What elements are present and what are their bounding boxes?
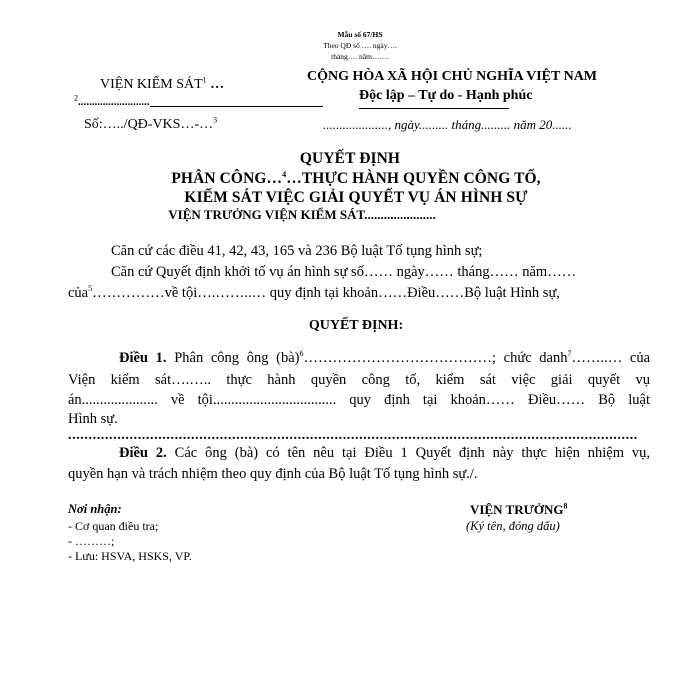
basis-issuer-crime: của$^5$……………về tội….……..… quy định tại khoản……Điều……Bộ luật Hình sự, xyxy=(68,284,560,301)
signer-title: VIỆN TRƯỞNG$^8$ xyxy=(470,501,568,517)
document-title: QUYẾT ĐỊNH xyxy=(299,150,401,167)
form-decision-date: tháng…. năm……. xyxy=(331,52,389,61)
decides-heading: QUYẾT ĐỊNH: xyxy=(308,318,404,333)
issue-date-line: ...................., ngày......... tháng......... năm 20...... xyxy=(323,117,572,132)
article-1-line-4: Hình sự. xyxy=(68,411,118,427)
form-number: Mẫu số 67/HS xyxy=(337,30,383,39)
article-2-line-2: quyền hạn và trách nhiệm theo quy định của Bộ luật Tố tụng hình sự./. xyxy=(68,466,478,482)
article-1-dotted-line: ........................................................................................................................................... xyxy=(68,428,638,443)
agency-subline: $^2$.......................... xyxy=(74,93,150,108)
signature-note: (Ký tên, đóng dấu) xyxy=(466,519,560,533)
article-1-line-1: Điều 1. Phân công ông (bà)$^6$…………………………………; chức danh$^7$……..… của xyxy=(119,349,651,366)
agency-name: VIỆN KIỂM SÁT$^1$ … xyxy=(100,75,225,92)
agency-underline xyxy=(150,106,323,107)
decision-number: Số:…../QĐ-VKS…-…$^3$ xyxy=(84,115,218,132)
article-1-line-3: án..................... về tội.................................. quy định tại khoản…… Điều…… Bộ luật xyxy=(68,392,650,408)
national-title: CỘNG HÒA XÃ HỘI CHỦ NGHĨA VIỆT NAM xyxy=(307,69,598,84)
recipients-title: Nơi nhận: xyxy=(68,502,122,516)
basis-procedure-code: Căn cứ các điều 41, 42, 43, 165 và 236 Bộ luật Tố tụng hình sự; xyxy=(111,243,483,259)
national-motto: Độc lập – Tự do - Hạnh phúc xyxy=(359,88,533,103)
form-decision-ref: Theo QĐ số …. ngày…. xyxy=(323,41,397,50)
article-1-line-2: Viện kiểm sát….….. thực hành quyền công tố, kiểm sát việc giải quyết vụ xyxy=(68,372,650,388)
motto-underline xyxy=(359,108,509,109)
basis-prosecution-decision: Căn cứ Quyết định khởi tố vụ án hình sự số…… ngày…… tháng…… năm…… xyxy=(111,264,577,280)
article-2-line-1: Điều 2. Các ông (bà) có tên nêu tại Điều 1 Quyết định này thực hiện nhiệm vụ, xyxy=(119,445,651,461)
title-assignment: PHÂN CÔNG…$^4$…THỰC HÀNH QUYỀN CÔNG TỐ, xyxy=(171,169,541,187)
title-supervision: KIỂM SÁT VIỆC GIẢI QUYẾT VỤ ÁN HÌNH SỰ xyxy=(184,189,528,206)
recipient-archive: - Lưu: HSVA, HSKS, VP. xyxy=(68,549,192,563)
issuer-line: VIỆN TRƯỞNG VIỆN KIỂM SÁT...................... xyxy=(168,207,436,222)
recipient-investigation-agency: - Cơ quan điều tra; xyxy=(68,519,159,533)
recipient-other: - ………; xyxy=(68,534,115,548)
